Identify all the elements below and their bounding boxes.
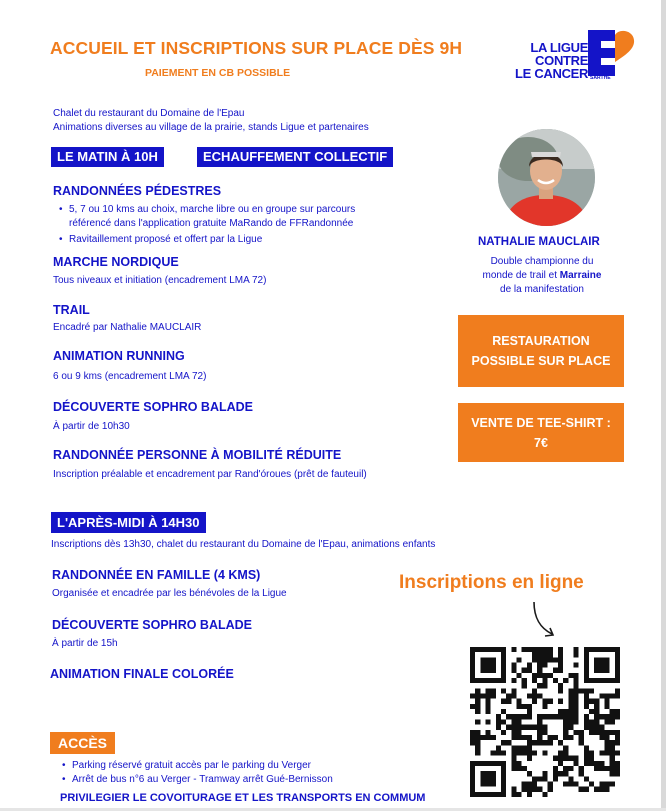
logo-region: SARTHE xyxy=(590,75,611,81)
family-hike-title: RANDONNÉE EN FAMILLE (4 KMS) xyxy=(52,568,261,582)
access-bullet-1: • Parking réservé gratuit accès par le parking du Verger xyxy=(60,759,333,773)
intro-line-2: Animations diverses au village de la prairie, stands Ligue et partenaires xyxy=(53,122,369,133)
running-title: ANIMATION RUNNING xyxy=(53,349,185,363)
person-desc-line-1: Double championne du xyxy=(490,256,594,267)
ligue-logo-icon xyxy=(585,27,637,79)
person-name: NATHALIE MAUCLAIR xyxy=(478,236,600,248)
logo-line-1: LA LIGUE xyxy=(530,40,589,55)
nordic-desc: Tous niveaux et initiation (encadrement LMA 72) xyxy=(53,275,267,286)
sophro-morning-desc: À partir de 10h30 xyxy=(53,421,130,432)
warmup-pill: ECHAUFFEMENT COLLECTIF xyxy=(197,147,393,167)
access-pill: ACCÈS xyxy=(50,732,115,754)
trail-title: TRAIL xyxy=(53,303,90,317)
portrait-image xyxy=(498,129,595,226)
online-registration-label: Inscriptions en ligne xyxy=(399,572,584,593)
payment-subtitle: PAIEMENT EN CB POSSIBLE xyxy=(145,67,291,79)
logo-line-3: LE CANCER xyxy=(515,66,589,81)
access-bullets xyxy=(60,759,333,787)
afternoon-desc: Inscriptions dès 13h30, chalet du restaurant du Domaine de l'Epau, animations enfants xyxy=(51,539,436,550)
hiking-title: RANDONNÉES PÉDESTRES xyxy=(53,184,222,198)
person-desc-line-3: de la manifestation xyxy=(500,284,584,295)
tshirt-box xyxy=(458,403,624,462)
ligue-logo-text xyxy=(515,41,588,80)
sophro-morning-title: DÉCOUVERTE SOPHRO BALADE xyxy=(53,400,254,414)
person-desc-marraine: Marraine xyxy=(559,270,602,281)
hiking-bullet-2: • Ravitaillement proposé et offert par la Ligue xyxy=(57,233,355,247)
tshirt-price: 7€ xyxy=(534,435,548,450)
food-line-1: RESTAURATION xyxy=(492,334,590,348)
running-desc: 6 ou 9 kms (encadrement LMA 72) xyxy=(53,371,207,382)
hiking-bullet-1: • 5, 7 ou 10 kms au choix, marche libre ou en groupe sur parcours xyxy=(57,203,355,217)
nordic-title: MARCHE NORDIQUE xyxy=(53,255,179,269)
sophro-afternoon-desc: À partir de 15h xyxy=(52,638,118,649)
main-title: ACCUEIL ET INSCRIPTIONS SUR PLACE DÈS 9H xyxy=(50,38,463,58)
access-bullet-2: • Arrêt de bus n°6 au Verger - Tramway arrêt Gué-Bernisson xyxy=(60,773,333,787)
morning-pill: LE MATIN À 10H xyxy=(51,147,164,167)
sophro-afternoon-title: DÉCOUVERTE SOPHRO BALADE xyxy=(52,618,253,632)
person-desc-line-2 xyxy=(466,269,618,283)
hiking-bullet-1-cont: référencé dans l'application gratuite MaRando de FFRandonnée xyxy=(69,218,354,229)
food-line-2: POSSIBLE SUR PLACE xyxy=(471,354,611,368)
nathalie-photo xyxy=(498,129,595,226)
page-edge-right xyxy=(661,0,666,811)
family-hike-desc: Organisée et encadrée par les bénévoles de la Ligue xyxy=(52,588,287,599)
finale-title: ANIMATION FINALE COLORÉE xyxy=(50,667,234,681)
reduced-mobility-desc: Inscription préalable et encadrement par Rand'óroues (prêt de fauteuil) xyxy=(53,469,367,480)
person-desc-line-2a: monde de trail et xyxy=(482,270,560,281)
tshirt-line-1: VENTE DE TEE-SHIRT : xyxy=(471,415,611,430)
intro-text xyxy=(53,107,369,135)
trail-desc: Encadré par Nathalie MAUCLAIR xyxy=(53,322,202,333)
hiking-bullets xyxy=(57,203,355,247)
food-box xyxy=(458,315,624,387)
afternoon-pill: L'APRÈS-MIDI À 14H30 xyxy=(51,512,206,533)
reduced-mobility-title: RANDONNÉE PERSONNE À MOBILITÉ RÉDUITE xyxy=(53,448,342,462)
logo-line-2: CONTRE xyxy=(535,53,589,68)
access-footer: PRIVILEGIER LE COVOITURAGE ET LES TRANSPORTS EN COMMUM xyxy=(60,792,426,804)
qr-code[interactable] xyxy=(470,647,620,797)
person-description xyxy=(466,255,618,297)
curved-arrow-icon xyxy=(530,600,560,640)
intro-line-1: Chalet du restaurant du Domaine de l'Epau xyxy=(53,108,245,119)
